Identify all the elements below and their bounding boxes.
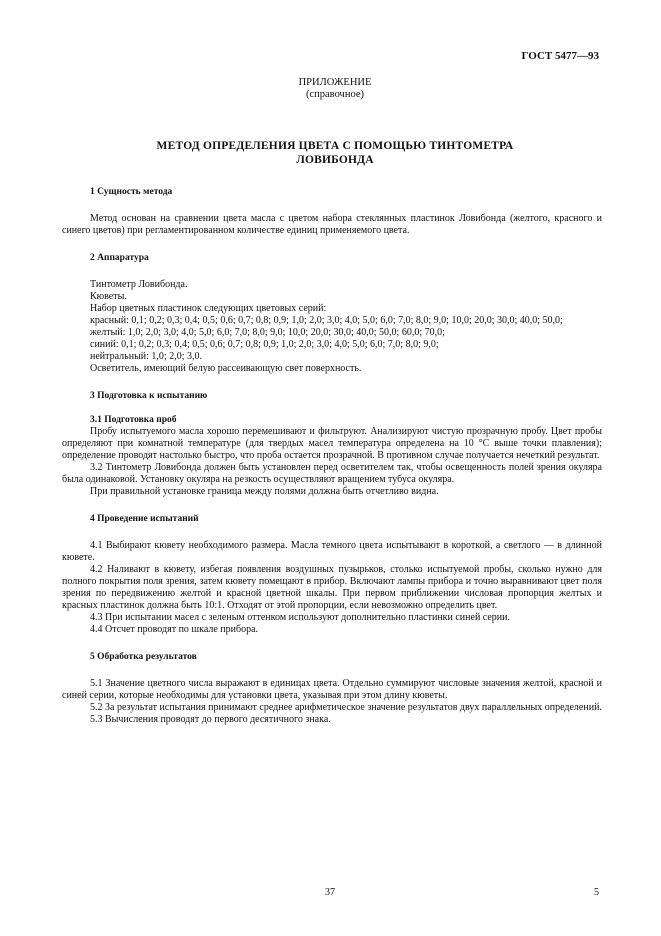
- appendix-note: (справочное): [306, 89, 364, 100]
- series-neutral: нейтральный: 1,0; 2,0; 3,0.: [90, 351, 202, 362]
- page-title: [90, 139, 580, 167]
- section-4-paragraph: 4.2 Наливают в кювету, избегая появления воздушных пузырьков, столько испытуемой пробы, сколько нужно для полного покрытия поля зрения, затем кювету помещают в прибор. Включают лампы прибора и точно выравнивают цвет поля зрения по передвижению желтой и красной цветной шкалы. При первом приближении числовая пропорция желтых и красных пластинок должна быть 10:1. Отходят от этой пропорции, если невозможно определить цвет.: [62, 564, 602, 611]
- title-line-2: ЛОВИБОНДА: [296, 154, 374, 166]
- apparatus-item: Тинтометр Ловибонда.: [90, 279, 188, 290]
- apparatus-item: Осветитель, имеющий белую рассеивающую свет поверхность.: [90, 363, 362, 374]
- series-yellow: желтый: 1,0; 2,0; 3,0; 4,0; 5,0; 6,0; 7,0; 8,0; 9,0; 10,0; 20,0; 30,0; 40,0; 50,0; 60,0; 70,0;: [90, 327, 445, 338]
- section-4-paragraph: 4.4 Отсчет проводят по шкале прибора.: [90, 624, 259, 635]
- subsection-3-1-heading: 3.1 Подготовка проб: [90, 415, 177, 425]
- section-3-paragraph: При правильной установке граница между полями должна быть отчетливо видна.: [90, 486, 439, 497]
- section-5-paragraph: 5.3 Вычисления проводят до первого десятичного знака.: [90, 714, 331, 725]
- section-5-paragraph: 5.2 За результат испытания принимают среднее арифметическое значение результатов двух параллельных определений.: [90, 702, 602, 713]
- section-5-paragraph: 5.1 Значение цветного числа выражают в единицах цвета. Отдельно суммируют числовые значения желтой, красной и синей серии, которые необходимы для установки цвета, указывая при этом длину кюветы.: [62, 678, 602, 701]
- section-4-paragraph: 4.3 При испытании масел с зеленым оттенком используют дополнительно пластинки синей серии.: [90, 612, 511, 623]
- section-5-heading: 5 Обработка результатов: [90, 652, 197, 662]
- section-3-paragraph: 3.2 Тинтометр Ловибонда должен быть установлен перед осветителем так, чтобы освещенность полей зрения окуляра была одинаковой. Установку окуляра на резкость осуществляют вращением тубуса окуляра.: [62, 462, 602, 485]
- section-1-paragraph: Метод основан на сравнении цвета масла с цветом набора стеклянных пластинок Ловибонда (желтого, красного и синего цветов) при регламентированном количестве единиц применяемого цвета.: [62, 213, 602, 236]
- apparatus-item: Набор цветных пластинок следующих цветовых серий:: [90, 303, 327, 314]
- appendix-label: [90, 77, 580, 101]
- section-3-paragraph: Пробу испытуемого масла хорошо перемешивают и фильтруют. Анализируют чистую прозрачную пробу. Цвет пробы определяют при комнатной температуре (для твердых масел температура определена на 10 °С выше точки плавления); определение проводят настолько быстро, что проба остается прозрачной. В противном случае получается нечеткий результат.: [62, 426, 602, 461]
- section-3-heading: 3 Подготовка к испытанию: [90, 391, 208, 401]
- section-1-heading: 1 Сущность метода: [90, 187, 173, 197]
- series-red: красный: 0,1; 0,2; 0,3; 0,4; 0,5; 0,6; 0,7; 0,8; 0,9; 1,0; 2,0; 3,0; 4,0; 5,0; 6,0; 7,0; 8,0; 9,0; 10,0; 20,0; 30,0; 40,0; 50,0;: [90, 315, 563, 326]
- page-number: 37: [325, 887, 335, 898]
- section-2-heading: 2 Аппаратура: [90, 253, 149, 263]
- title-line-1: МЕТОД ОПРЕДЕЛЕНИЯ ЦВЕТА С ПОМОЩЬЮ ТИНТОМЕТРА: [156, 140, 514, 152]
- standard-number: ГОСТ 5477—93: [521, 50, 599, 62]
- document-body: [62, 186, 602, 726]
- appendix-title: ПРИЛОЖЕНИЕ: [298, 77, 372, 88]
- section-4-heading: 4 Проведение испытаний: [90, 514, 199, 524]
- sheet-number: 5: [594, 887, 599, 898]
- section-4-paragraph: 4.1 Выбирают кювету необходимого размера. Масла темного цвета испытывают в короткой, а светлого — в длинной кювете.: [62, 540, 602, 563]
- apparatus-item: Кюветы.: [90, 291, 127, 302]
- series-blue: синий: 0,1; 0,2; 0,3; 0,4; 0,5; 0,6; 0,7; 0,8; 0,9; 1,0; 2,0; 3,0; 4,0; 5,0; 6,0; 7,0; 8,0; 9,0;: [90, 339, 439, 350]
